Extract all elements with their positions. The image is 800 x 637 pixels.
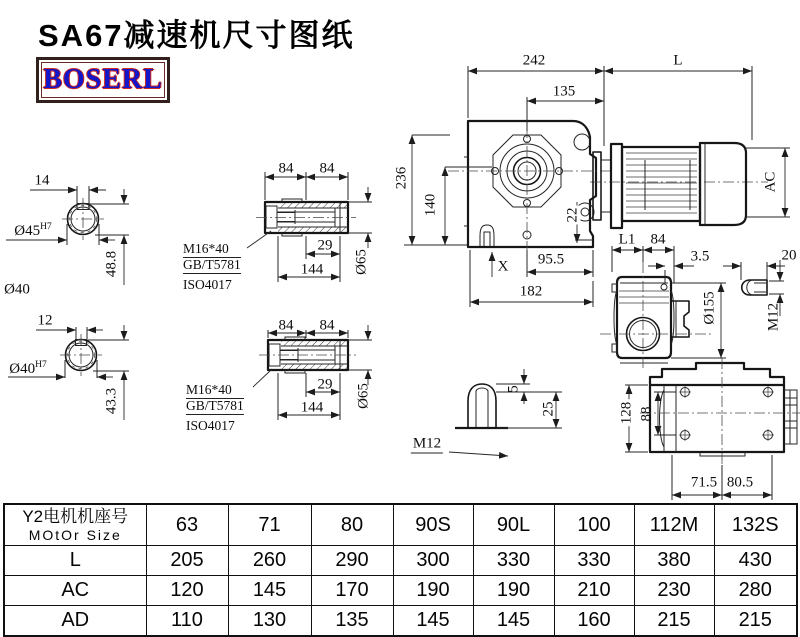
table-row-L [4,546,797,576]
header-size-63: 63 [146,504,228,546]
dim-front-140: 140 [422,193,439,217]
dim-bore-bottom-fit: H7 [35,360,47,370]
cell-L-90S: 300 [393,546,473,576]
cell-AC-100: 210 [554,576,634,606]
cell-AC-63: 120 [146,576,228,606]
cell-AD-63: 110 [146,606,228,637]
dim-side-84: 84 [650,231,666,248]
dim-key-20: 20 [781,247,797,264]
cell-L-63: 205 [146,546,228,576]
page-title: SA67减速机尺寸图纸 [38,18,355,53]
table-row-AC [4,576,797,606]
cell-L-90L: 330 [473,546,554,576]
dim-shaft-144-bottom: 144 [300,399,324,416]
bolt-standard-gb: GB/T5781 [183,258,241,274]
table-header-row [4,504,797,546]
dim-front-242: 242 [522,52,546,69]
dim-bore-bottom-value: Ø40 [9,361,36,377]
dim-front-AC: AC [762,171,779,193]
cell-AC-90L: 190 [473,576,554,606]
bolt-spec-note-bottom [186,383,244,434]
dim-bore-alt: Ø40 [4,281,30,298]
cell-AC-80: 170 [311,576,393,606]
cell-AD-80: 135 [311,606,393,637]
bolt-standard-iso: ISO4017 [183,277,232,293]
dim-front-236: 236 [393,166,410,190]
dim-front-L: L [673,52,683,69]
dim-keyway-width-top: 14 [34,172,50,189]
cell-L-112M: 380 [634,546,714,576]
table-row-AD [4,606,797,637]
dim-top-805: 80.5 [726,474,754,491]
boserl-logo-text: BOSERL [43,64,163,95]
dim-shaft-29-top: 29 [317,237,333,254]
cell-L-71: 260 [228,546,311,576]
dim-plug-m12: M12 [412,435,442,452]
dim-shaft-144-top: 144 [300,261,324,278]
header-size-100: 100 [554,504,634,546]
header-size-71: 71 [228,504,311,546]
header-size-112M: 112M [634,504,714,546]
dim-front-182: 182 [519,283,543,300]
cell-AC-132S: 280 [714,576,797,606]
cell-AD-90S: 145 [393,606,473,637]
dim-side-35: 3.5 [690,248,710,265]
dim-shaft-dia-top: Ø65 [353,249,370,275]
dim-side-dia155: Ø155 [701,291,718,325]
dim-front-135: 135 [552,83,576,100]
header-motor-size [4,504,146,546]
dim-shaft-29-bottom: 29 [317,376,333,393]
header-size-90L: 90L [473,504,554,546]
row-label-L: L [4,546,146,576]
cell-AC-71: 145 [228,576,311,606]
dim-bore-top-fit: H7 [40,222,52,232]
dim-bore-bottom [9,361,46,377]
bolt-size: M16*40 [186,383,244,399]
header-size-80: 80 [311,504,393,546]
cell-L-132S: 430 [714,546,797,576]
dim-top-715: 71.5 [690,474,718,491]
dim-shaft-84b-top: 84 [319,160,335,177]
dim-front-x-mark: X [497,258,509,275]
row-label-AC: AC [4,576,146,606]
bolt-standard-gb: GB/T5781 [186,399,244,415]
cell-AD-132S: 215 [714,606,797,637]
row-label-AD: AD [4,606,146,637]
cell-AD-71: 130 [228,606,311,637]
dim-keyway-width-bottom: 12 [37,312,53,329]
cell-AD-100: 160 [554,606,634,637]
dim-top-128: 128 [618,401,635,425]
dim-shaft-84b-bottom: 84 [319,317,335,334]
dim-key-m12: M12 [765,302,782,332]
header-size-90S: 90S [393,504,473,546]
dim-plug-25: 25 [540,401,557,417]
cell-AC-112M: 230 [634,576,714,606]
cell-AD-90L: 145 [473,606,554,637]
cell-AD-112M: 215 [634,606,714,637]
bolt-spec-note-top [183,242,241,293]
bolt-standard-iso: ISO4017 [186,418,235,434]
dim-shaft-dia-bottom: Ø65 [355,383,372,409]
dim-side-L1: L1 [618,231,636,248]
dim-plug-5: 5 [505,385,522,393]
dim-shaft-84a-top: 84 [278,160,294,177]
dim-bore-top-value: Ø45 [14,223,41,239]
front-view [404,66,790,307]
dim-keyway-depth-top: 48.8 [103,250,120,278]
dim-front-22: 22 [564,207,581,223]
bolt-size: M16*40 [183,242,241,258]
cell-L-100: 330 [554,546,634,576]
header-motor-size-en: MOtOr Size [28,526,122,543]
header-size-132S: 132S [714,504,797,546]
dim-shaft-84a-bottom: 84 [278,317,294,334]
cell-AC-90S: 190 [393,576,473,606]
dim-bore-top [14,223,51,239]
dim-top-88: 88 [638,406,655,422]
dim-keyway-depth-bottom: 43.3 [103,387,120,415]
cell-L-80: 290 [311,546,393,576]
motor-dimension-table [3,503,798,637]
header-motor-size-cn: Y2电机机座号 [22,507,129,527]
dim-front-955: 95.5 [537,251,565,268]
